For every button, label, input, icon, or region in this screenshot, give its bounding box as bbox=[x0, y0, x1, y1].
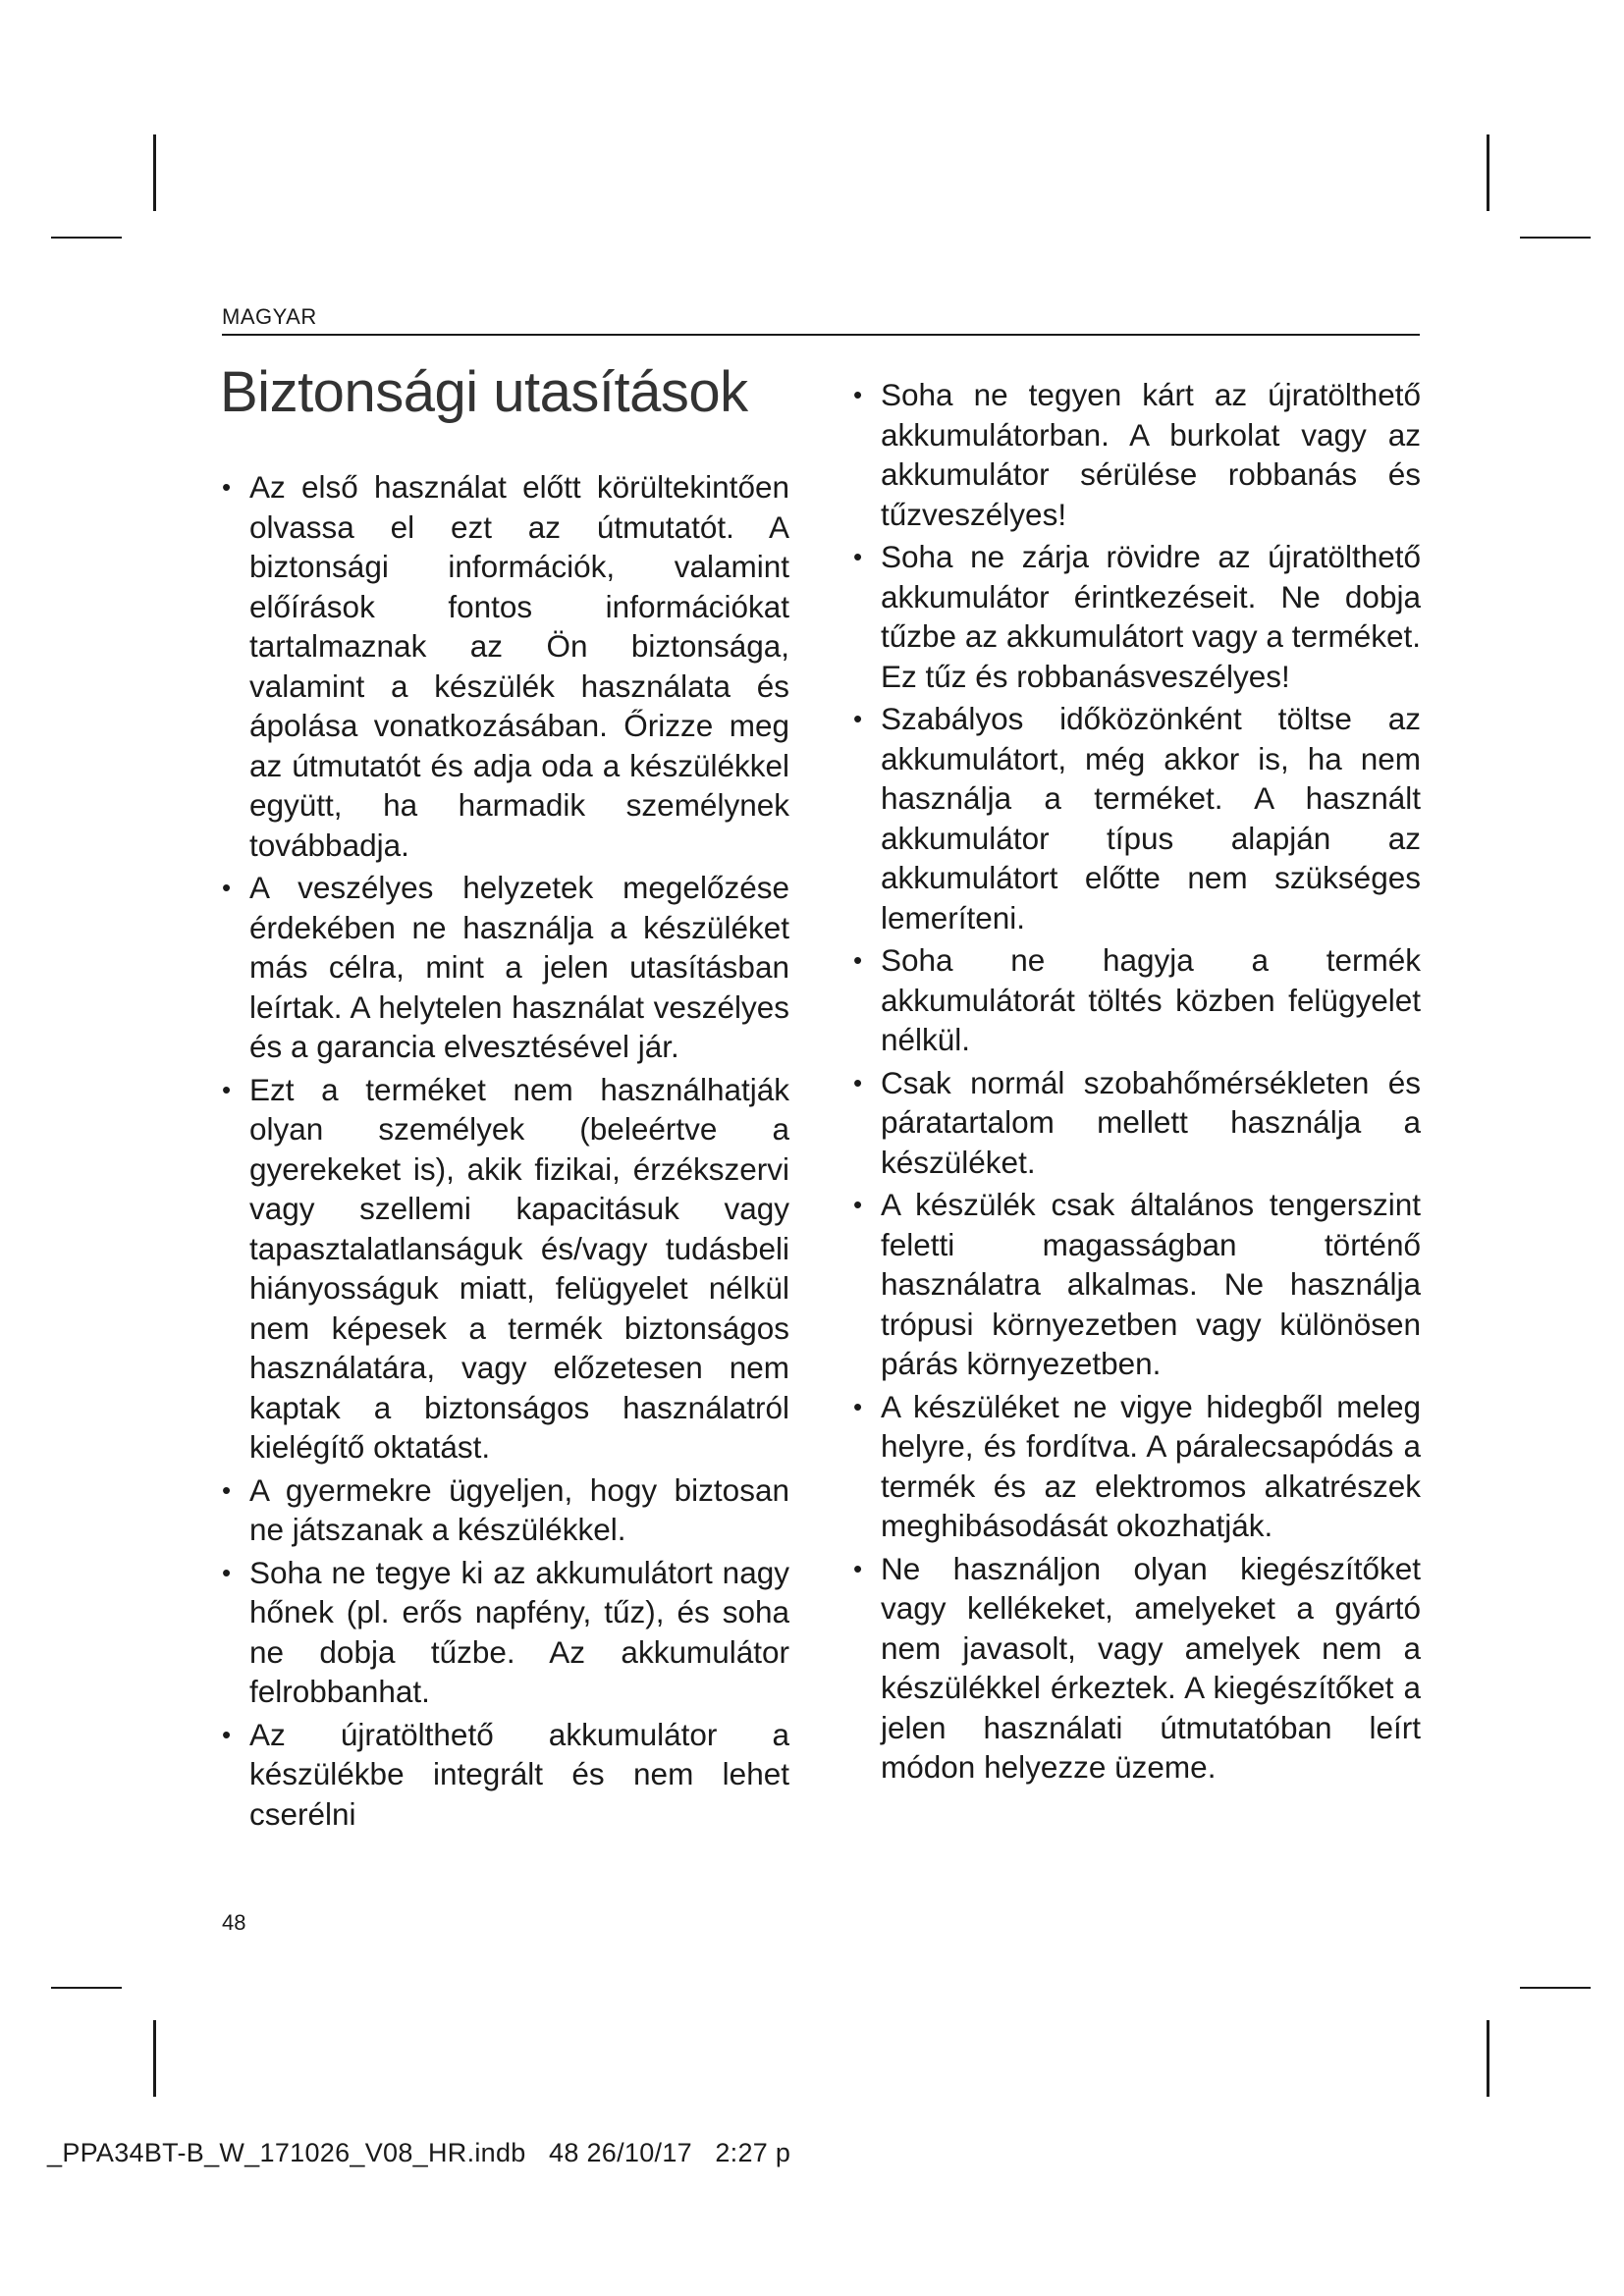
crop-mark-bottom-right-horizontal bbox=[1520, 1987, 1591, 1989]
language-label: MAGYAR bbox=[222, 304, 317, 329]
crop-mark-top-left-horizontal bbox=[51, 237, 122, 239]
list-item bbox=[222, 868, 789, 1067]
list-item-text: Csak normál szobahőmérsékleten és páratartalom mellett használja a készüléket. bbox=[881, 1064, 1421, 1180]
list-item bbox=[853, 1063, 1421, 1183]
bullet-icon: • bbox=[853, 1067, 863, 1097]
header-rule bbox=[222, 334, 1420, 336]
list-item-text: A gyermekre ügyeljen, hogy biztosan ne játszanak a készülékkel. bbox=[249, 1471, 789, 1547]
crop-mark-bottom-left-horizontal bbox=[51, 1987, 122, 1989]
page-title: Biztonsági utasítások bbox=[220, 360, 748, 424]
list-item bbox=[853, 940, 1421, 1060]
list-item-text: Az első használat előtt körültekintően olvassa el ezt az útmutatót. A biztonsági információk, valamint előírások fontos információkat tartalmaznak az Ön biztonsága, valamint a készülék használata és ápolása vonatkozásában. Őrizze meg az útmutatót és adja oda a készülékkel együtt, ha harmadik személynek továbbadja. bbox=[249, 469, 789, 863]
list-item-text: Szabályos időközönként töltse az akkumulátort, még akkor is, ha nem használja a terméket. A használt akkumulátor típus alapján az akkumulátort előtte nem szükséges lemeríteni. bbox=[881, 701, 1421, 935]
bullet-icon: • bbox=[853, 542, 863, 571]
list-item-text: Soha ne hagyja a termék akkumulátorát töltés közben felügyelet nélkül. bbox=[881, 942, 1421, 1057]
list-item bbox=[853, 699, 1421, 937]
crop-mark-bottom-right-vertical bbox=[1487, 2020, 1489, 2097]
list-item bbox=[853, 1185, 1421, 1384]
list-item-text: Ezt a terméket nem használhatják olyan személyek (beleértve a gyerekeket is), akik fizikai, érzékszervi vagy szellemi kapacitásuk vagy tapasztalatlanságuk és/vagy tudásbeli hiányosságuk miatt, felügyelet nélkül nem képesek a termék biztonságos használatára, vagy előzetesen nem kaptak a biztonságos használatról kielégítő oktatást. bbox=[249, 1071, 789, 1465]
list-item bbox=[222, 1070, 789, 1468]
bullet-icon: • bbox=[853, 1190, 863, 1219]
list-item-text: A veszélyes helyzetek megelőzése érdekében ne használja a készüléket más célra, mint a jelen utasításban leírtak. A helytelen használat veszélyes és a garancia elvesztésével jár. bbox=[249, 870, 789, 1064]
crop-mark-top-left-vertical bbox=[153, 134, 156, 211]
list-item-text: Az újratölthető akkumulátor a készülékbe integrált és nem lehet cserélni bbox=[249, 1716, 789, 1832]
list-item-text: Soha ne tegye ki az akkumulátort nagy hőnek (pl. erős napfény, tűz), és soha ne dobja tűzbe. Az akkumulátor felrobbanhat. bbox=[249, 1554, 789, 1709]
bullet-icon: • bbox=[853, 1553, 863, 1583]
bullet-icon: • bbox=[853, 1391, 863, 1421]
list-item bbox=[222, 1470, 789, 1550]
bullet-icon: • bbox=[222, 1719, 232, 1749]
list-item-text: Ne használjon olyan kiegészítőket vagy kellékeket, amelyeket a gyártó nem javasolt, vagy amelyek nem a készülékkel érkeztek. A kiegészítőket a jelen használati útmutatóban leírt módon helyezze üzeme. bbox=[881, 1550, 1421, 1785]
list-item bbox=[853, 375, 1421, 534]
page-number: 48 bbox=[222, 1910, 246, 1935]
bullet-icon: • bbox=[222, 1557, 232, 1587]
left-column bbox=[222, 467, 789, 1837]
bullet-icon: • bbox=[222, 472, 232, 502]
bullet-icon: • bbox=[222, 1474, 232, 1505]
list-item bbox=[853, 1549, 1421, 1788]
crop-mark-top-right-vertical bbox=[1487, 134, 1489, 211]
list-item bbox=[853, 1387, 1421, 1546]
bullet-icon: • bbox=[853, 945, 863, 975]
bullet-icon: • bbox=[222, 1074, 232, 1104]
right-column bbox=[853, 375, 1421, 1790]
list-item bbox=[222, 1553, 789, 1712]
bullet-icon: • bbox=[222, 873, 232, 902]
bullet-icon: • bbox=[853, 704, 863, 733]
crop-mark-top-right-horizontal bbox=[1520, 237, 1591, 239]
list-item-text: Soha ne zárja rövidre az újratölthető akkumulátor érintkezéseit. Ne dobja tűzbe az akkumulátort vagy a terméket. Ez tűz és robbanásveszélyes! bbox=[881, 539, 1421, 694]
list-item-text: A készülék csak általános tengerszint feletti magasságban történő használatra alkalmas. Ne használja trópusi környezetben vagy különösen párás környezetben. bbox=[881, 1187, 1421, 1381]
list-item bbox=[222, 467, 789, 865]
crop-mark-bottom-left-vertical bbox=[153, 2020, 156, 2097]
bullet-icon: • bbox=[853, 380, 863, 409]
list-item bbox=[853, 537, 1421, 696]
list-item bbox=[222, 1715, 789, 1835]
print-slug: _PPA34BT-B_W_171026_V08_HR.indb 48 26/10/17 2:27 p bbox=[47, 2138, 791, 2167]
list-item-text: A készüléket ne vigye hidegből meleg helyre, és fordítva. A páralecsapódás a termék és az elektromos alkatrészek meghibásodását okozhatják. bbox=[881, 1388, 1421, 1543]
list-item-text: Soha ne tegyen kárt az újratölthető akkumulátorban. A burkolat vagy az akkumulátor sérülése robbanás és tűzveszélyes! bbox=[881, 377, 1421, 532]
